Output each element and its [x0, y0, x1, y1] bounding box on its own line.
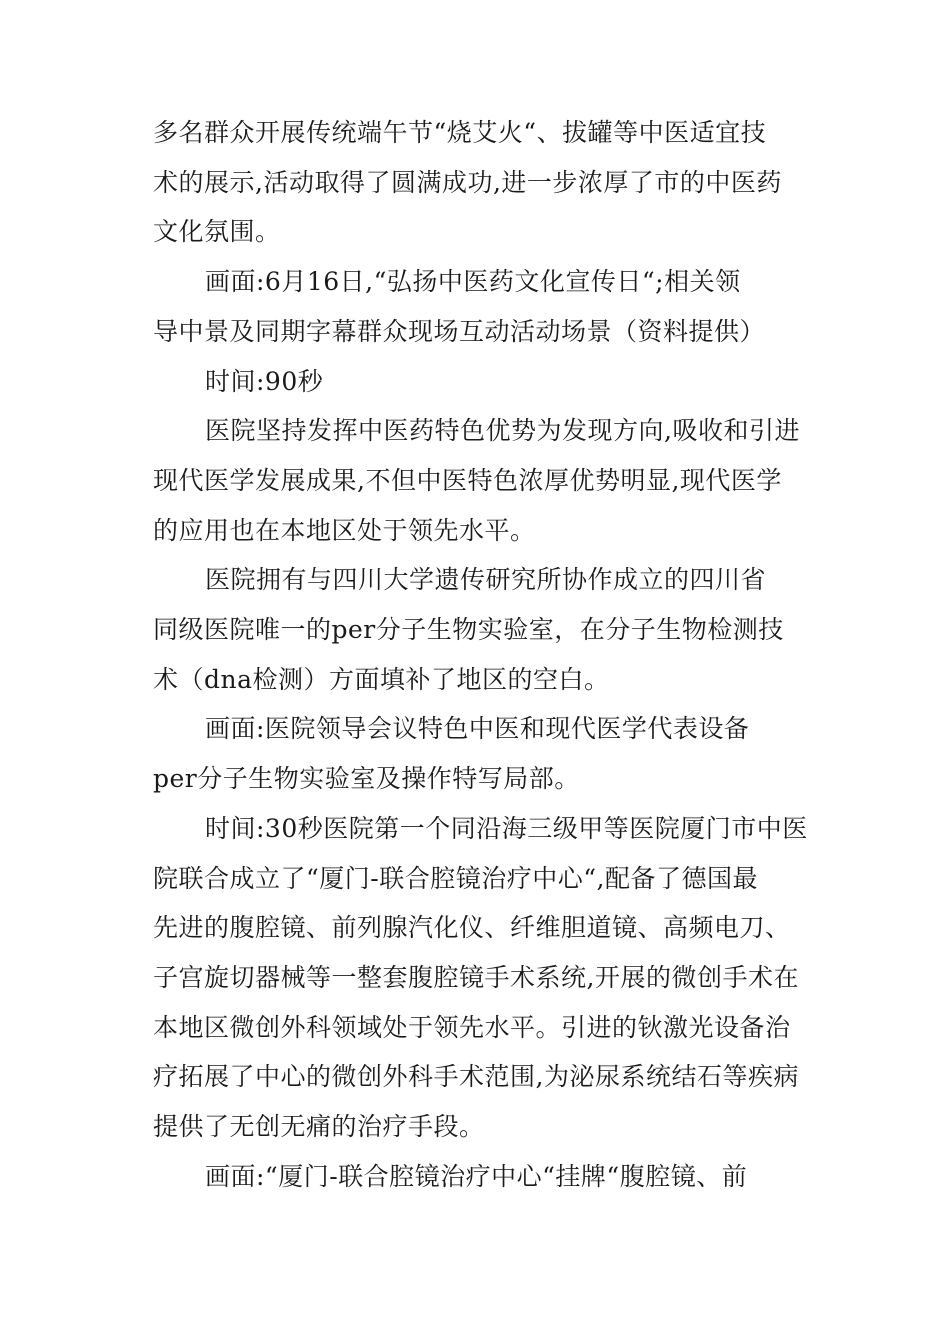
- text-line: 画面:“厦门-联合腔镜治疗中心“挂牌“腹腔镜、前: [205, 1161, 748, 1191]
- text-line: 多名群众开展传统端午节“烧艾火“、拔罐等中医适宜技: [153, 118, 767, 147]
- text-line: 医院坚持发挥中医药特色优势为发现方向,吸收和引进: [205, 416, 800, 446]
- text-line: 术的展示,活动取得了圆满成功,进一步浓厚了市的中医药: [153, 167, 782, 197]
- text-line: 文化氛围。: [153, 217, 281, 247]
- text-line: 先进的腹腔镜、前列腺汽化仪、纤维胆道镜、高频电刀、: [153, 913, 791, 943]
- text-line: 时间:30秒医院第一个同沿海三级甲等医院厦门市中医: [205, 813, 808, 843]
- text-line: 院联合成立了“厦门-联合腔镜治疗中心“,配备了德国最: [153, 863, 758, 893]
- text-line: 画面:医院领导会议特色中医和现代医学代表设备: [205, 714, 750, 744]
- text-line: 画面:6月16日,“弘扬中医药文化宣传日“;相关领: [205, 267, 741, 297]
- text-line: 同级医院唯一的per分子生物实验室，在分子生物检测技: [153, 615, 784, 645]
- text-line: 导中景及同期字幕群众现场互动活动场景（资料提供）: [153, 316, 766, 346]
- text-line: 本地区微创外科领域处于领先水平。引进的钬激光设备治: [153, 1012, 791, 1042]
- document-body: [153, 108, 813, 1201]
- text-line: 子宫旋切器械等一整套腹腔镜手术系统,开展的微创手术在: [153, 962, 799, 992]
- text-line: 时间:90秒: [205, 366, 324, 396]
- text-line: 的应用也在本地区处于领先水平。: [153, 515, 536, 545]
- text-line: 现代医学发展成果,不但中医特色浓厚优势明显,现代医学: [153, 465, 782, 495]
- text-line: 提供了无创无痛的治疗手段。: [153, 1112, 485, 1142]
- text-line: 医院拥有与四川大学遗传研究所协作成立的四川省: [205, 565, 767, 595]
- text-line: 疗拓展了中心的微创外科手术范围,为泌尿系统结石等疾病: [153, 1062, 799, 1092]
- text-line: per分子生物实验室及操作特写局部。: [153, 764, 580, 794]
- text-line: 术（dna检测）方面填补了地区的空白。: [153, 664, 610, 694]
